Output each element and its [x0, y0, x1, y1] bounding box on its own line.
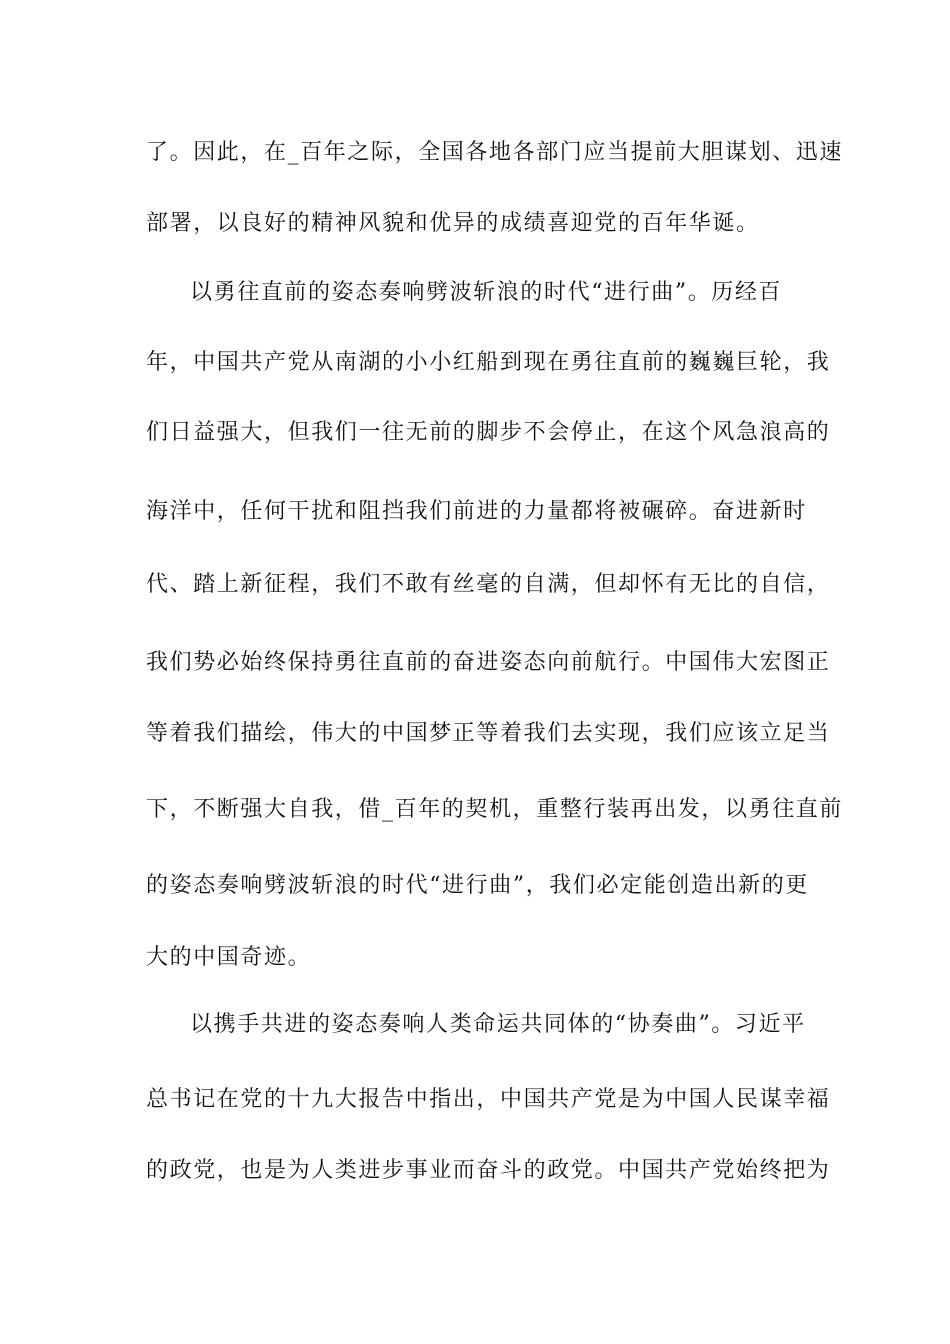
paragraph-3-line-1: 以携手共进的姿态奏响人类命运共同体的“协奏曲”。习近平	[190, 1012, 806, 1037]
paragraph-2-line-1: 以勇往直前的姿态奏响劈波斩浪的时代“进行曲”。历经百	[190, 280, 783, 305]
text-line-15: 的政党，也是为人类进步事业而奋斗的政党。中国共产党始终把为	[146, 1158, 831, 1183]
text-line-11: 的姿态奏响劈波斩浪的时代“进行曲”，我们必定能创造出新的更	[146, 873, 809, 898]
text-line-10: 下，不断强大自我，借_百年的契机，重整行装再出发，以勇往直前	[146, 797, 844, 822]
text-line-6: 海洋中，任何干扰和阻挡我们前进的力量都将被碾碎。奋进新时	[146, 499, 807, 524]
text-line-7: 代、踏上新征程，我们不敢有丝毫的自满，但却怀有无比的自信，	[146, 572, 831, 597]
text-line-8: 我们势必始终保持勇往直前的奋进姿态向前航行。中国伟大宏图正	[146, 650, 831, 675]
text-line-2: 部署，以良好的精神风貌和优异的成绩喜迎党的百年华诞。	[146, 211, 760, 236]
text-line-12: 大的中国奇迹。	[146, 945, 312, 970]
text-line-5: 们日益强大，但我们一往无前的脚步不会停止，在这个风急浪高的	[146, 420, 831, 445]
text-line-9: 等着我们描绘，伟大的中国梦正等着我们去实现，我们应该立足当	[146, 721, 831, 746]
text-line-4: 年，中国共产党从南湖的小小红船到现在勇往直前的巍巍巨轮，我	[146, 350, 831, 375]
text-line-14: 总书记在党的十九大报告中指出，中国共产党是为中国人民谋幸福	[146, 1087, 831, 1112]
text-line-1: 了。因此，在_百年之际，全国各地各部门应当提前大胆谋划、迅速	[146, 140, 844, 165]
